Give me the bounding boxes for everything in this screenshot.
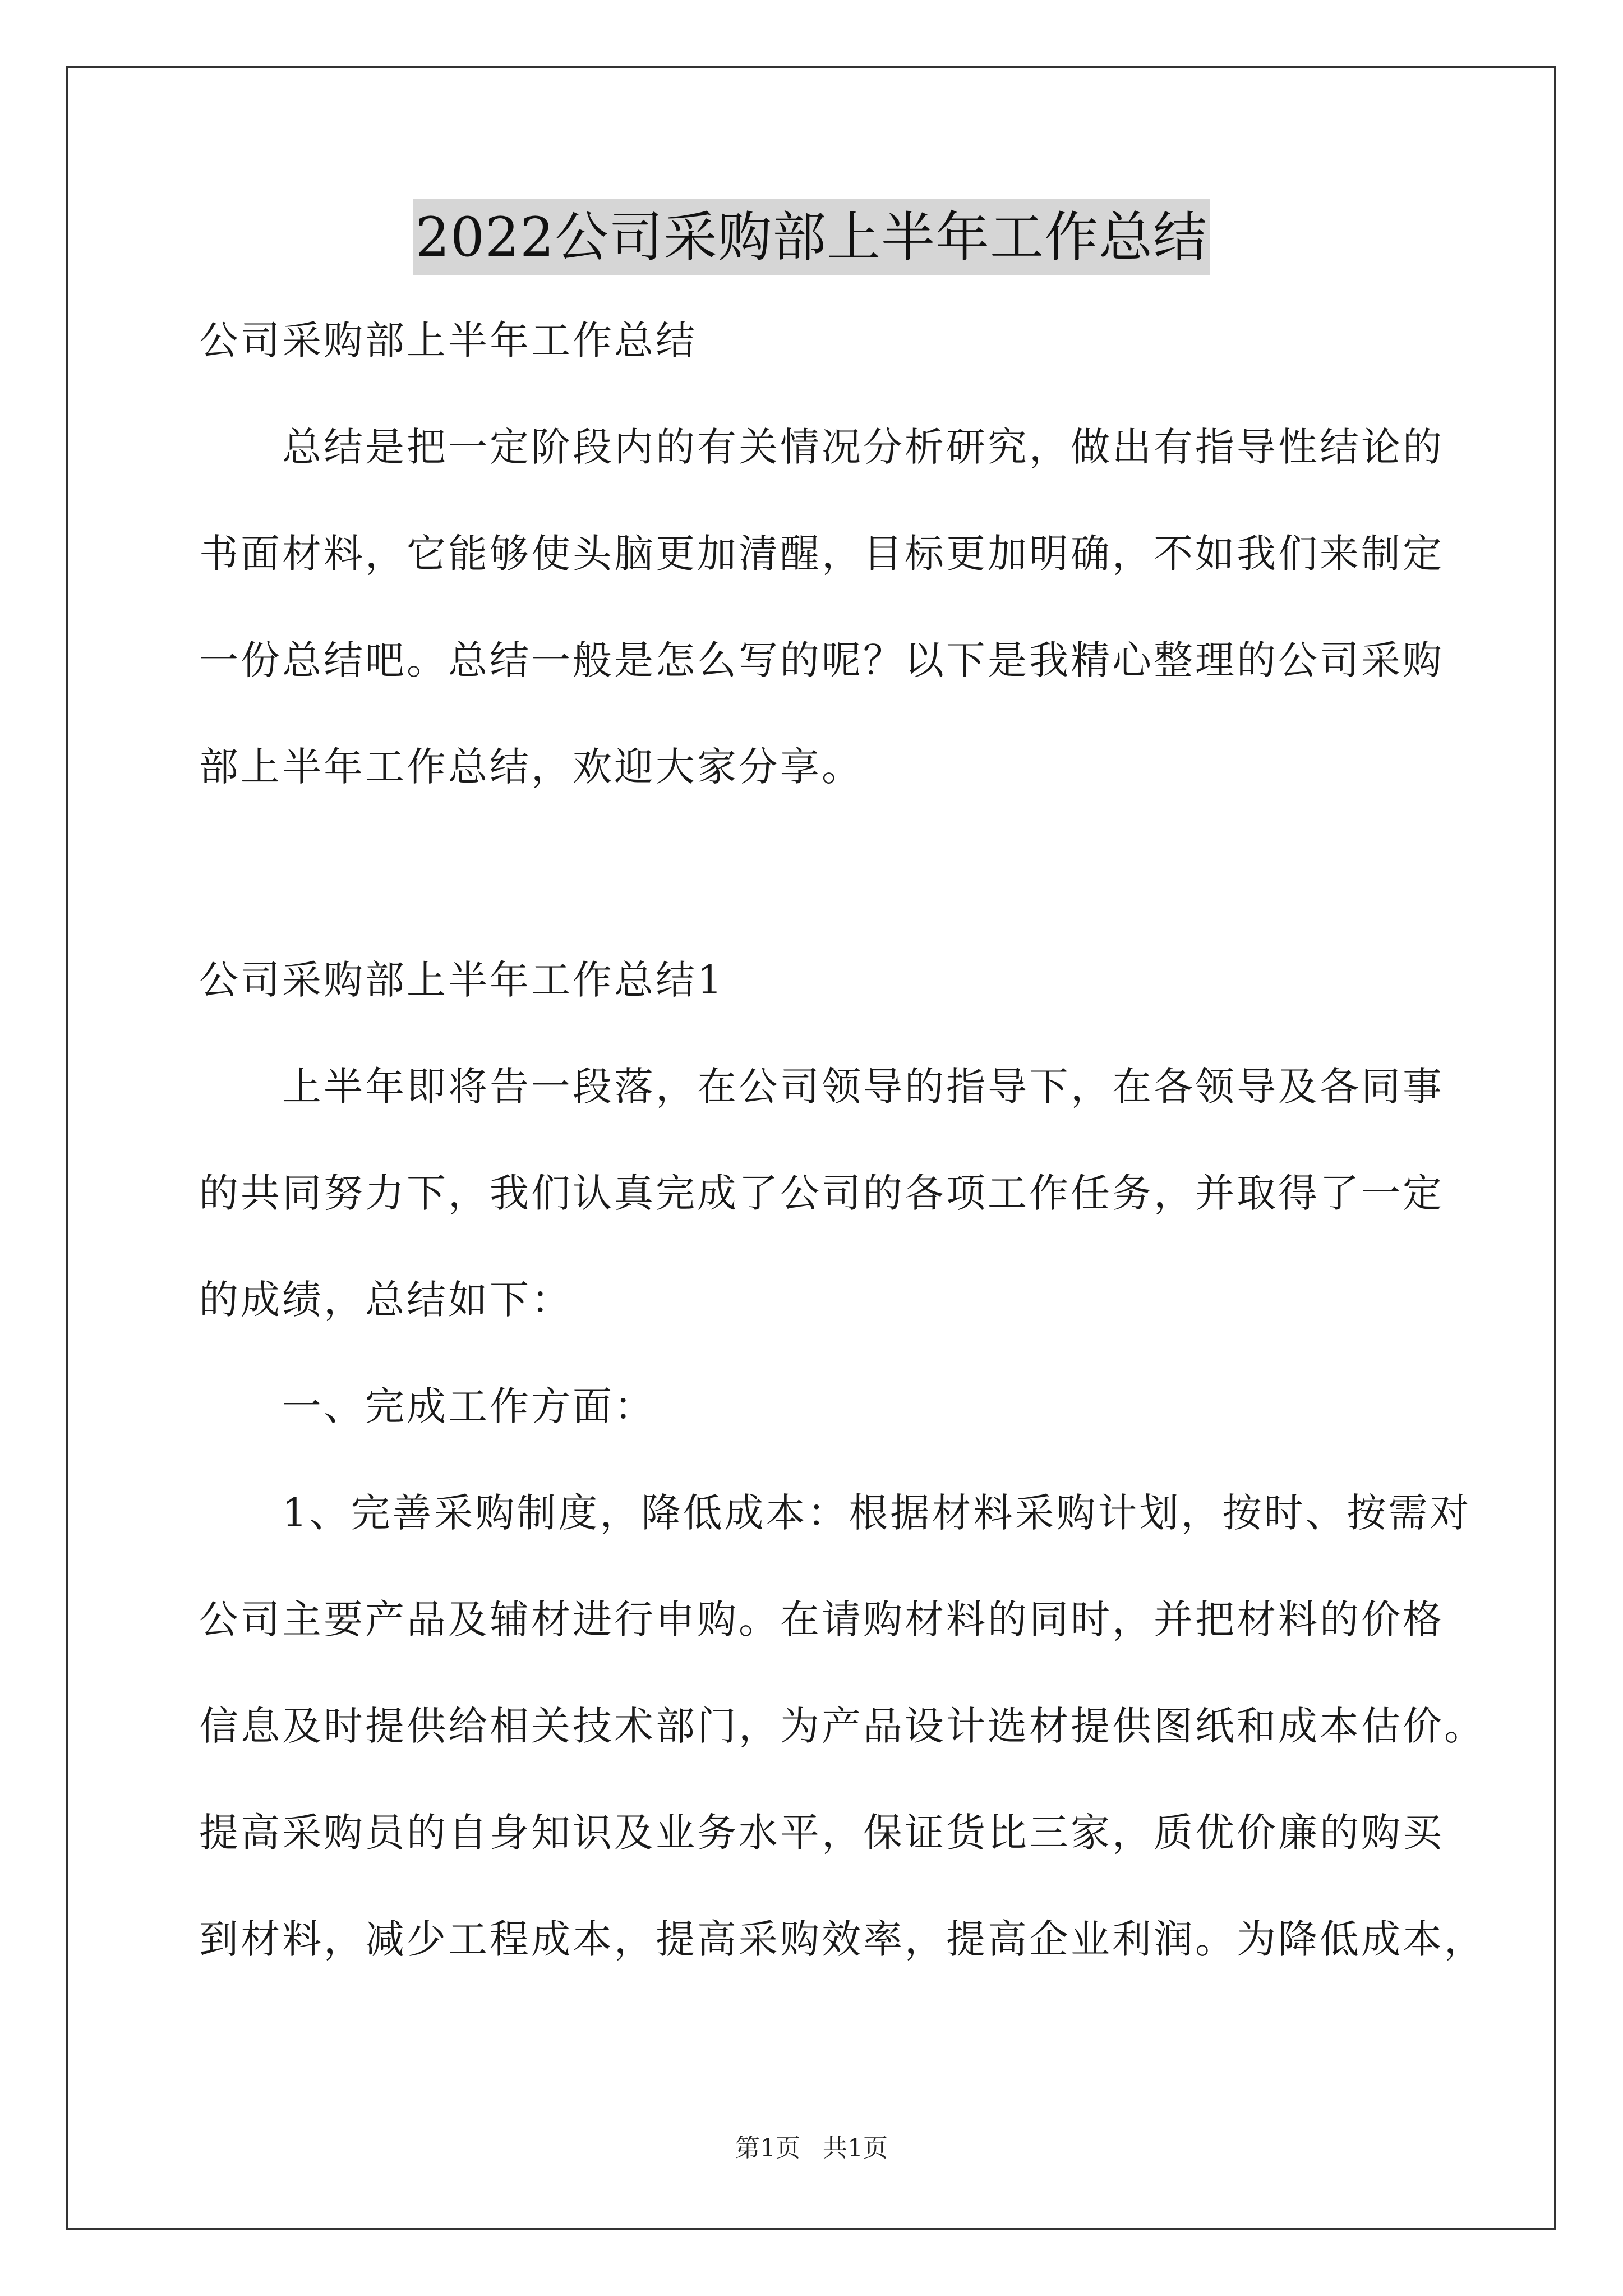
section-paragraph — [199, 1060, 1444, 1327]
spacer — [199, 1007, 1427, 1060]
paragraph-line: 的成绩，总结如下： — [199, 1277, 573, 1323]
section-heading: 公司采购部上半年工作总结1 — [199, 957, 725, 1003]
paragraph-line: 到材料，减少工程成本，提高采购效率，提高企业利润。为降低成本， — [199, 1916, 1486, 1962]
paragraph-line: 部上半年工作总结，欢迎大家分享。 — [199, 744, 863, 790]
subtitle: 公司采购部上半年工作总结 — [199, 318, 697, 364]
paragraph-line: 一份总结吧。总结一般是怎么写的呢？以下是我精心整理的公司采购 — [199, 637, 1444, 683]
paragraph-line: 提高采购员的自身知识及业务水平，保证货比三家，质优价廉的购买 — [199, 1810, 1444, 1856]
paragraph-line: 1、完善采购制度，降低成本：根据材料采购计划，按时、按需对 — [199, 1490, 1472, 1536]
paragraph-line: 信息及时提供给相关技术部门，为产品设计选材提供图纸和成本估价。 — [199, 1703, 1486, 1749]
title-container — [0, 199, 1623, 275]
spacer — [199, 1753, 1427, 1806]
paragraph-line: 总结是把一定阶段内的有关情况分析研究，做出有指导性结论的 — [199, 424, 1444, 470]
spacer — [199, 1220, 1427, 1273]
spacer — [199, 1433, 1427, 1487]
spacer — [199, 1646, 1427, 1700]
spacer — [199, 687, 1427, 740]
spacer — [199, 1114, 1427, 1167]
document-body — [199, 314, 1486, 1966]
spacer — [199, 474, 1427, 527]
spacer — [199, 1327, 1427, 1380]
document-title: 2022公司采购部上半年工作总结 — [413, 199, 1210, 275]
spacer — [199, 581, 1427, 634]
page-footer — [0, 2132, 1623, 2165]
intro-paragraph — [199, 421, 1444, 794]
paragraph-line: 公司主要产品及辅材进行申购。在请购材料的同时，并把材料的价格 — [199, 1596, 1444, 1642]
spacer — [199, 367, 1427, 421]
part-heading: 一、完成工作方面： — [199, 1383, 656, 1429]
spacer — [199, 900, 1427, 954]
spacer — [199, 1860, 1427, 1913]
paragraph-line: 书面材料，它能够使头脑更加清醒，目标更加明确，不如我们来制定 — [199, 531, 1444, 577]
spacer — [199, 794, 1427, 900]
spacer — [199, 1540, 1427, 1593]
item-paragraph — [199, 1487, 1486, 1966]
page-total: 共1页 — [823, 2134, 888, 2162]
paragraph-line: 的共同努力下，我们认真完成了公司的各项工作任务，并取得了一定 — [199, 1170, 1444, 1216]
paragraph-line: 上半年即将告一段落，在公司领导的指导下，在各领导及各同事 — [199, 1064, 1444, 1110]
page-number: 第1页 — [735, 2134, 800, 2162]
